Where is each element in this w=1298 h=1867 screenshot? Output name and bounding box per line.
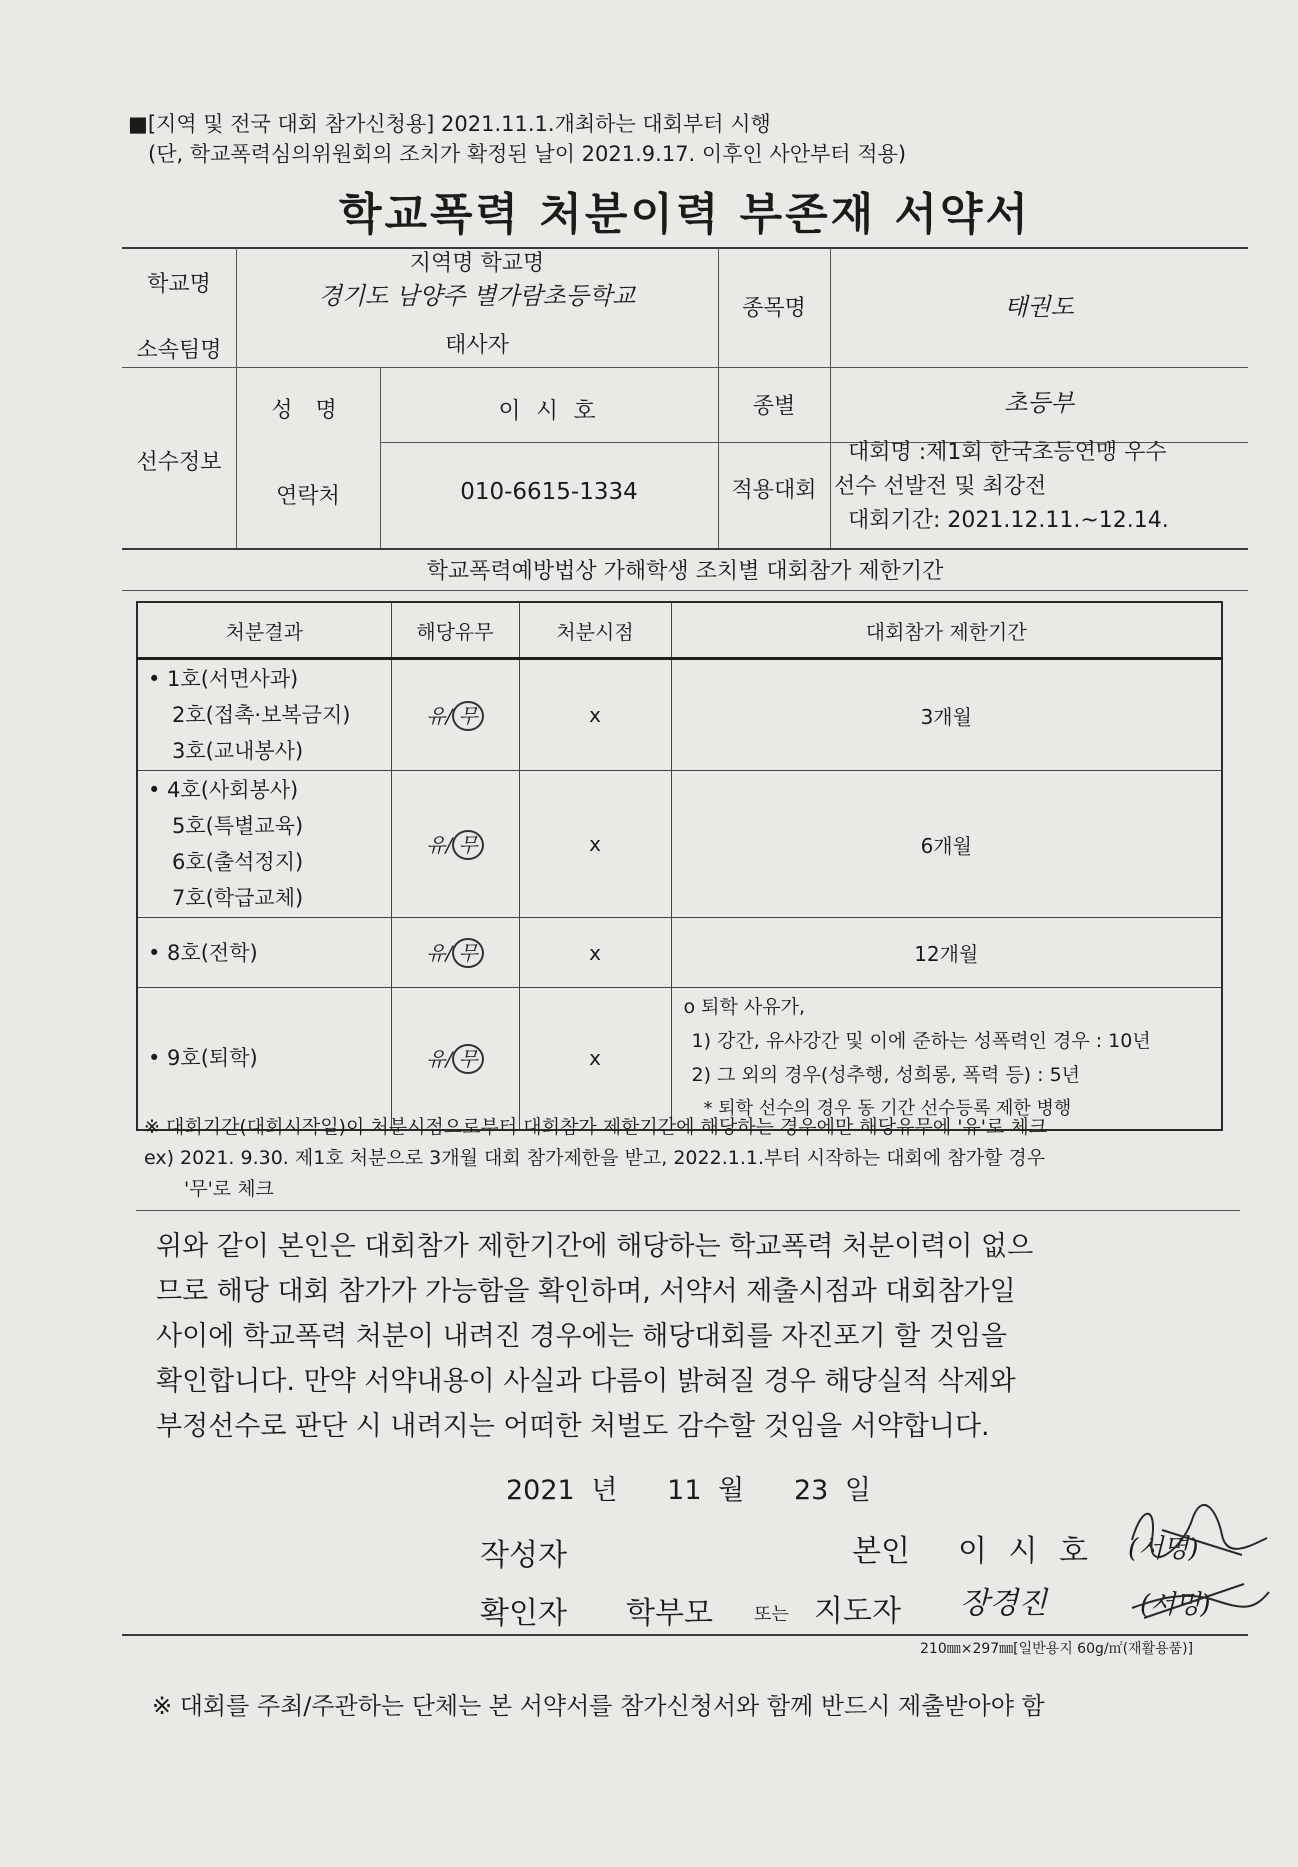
name-value: 이 시 호 (498, 397, 600, 424)
confirm-label: 확인자 (480, 1596, 567, 1631)
result-item: • 8호(전학) (148, 940, 258, 965)
time-cell: x (519, 988, 671, 1130)
paper-spec: 210㎜×297㎜[일반용지 60g/㎡(재활용품)] (920, 1641, 1194, 1657)
applied-line1: 대회명 :제1회 한국초등연맹 우수 (848, 440, 1167, 465)
date-month: 11 (667, 1475, 702, 1506)
no-option-circled: 무 (452, 701, 483, 731)
date-month-unit: 월 (718, 1475, 745, 1506)
applicable-cell (391, 988, 519, 1130)
time-cell: x (519, 918, 671, 988)
result-item: • 4호(사회봉사) (148, 778, 299, 802)
pledge-line: 므로 해당 대회 참가가 가능함을 확인하며, 서약서 제출시점과 대회참가일 (156, 1276, 1016, 1307)
applicable-cell (391, 771, 519, 918)
applicable-cell (391, 659, 519, 771)
date-year: 2021 (506, 1475, 575, 1506)
signature-divider (122, 1634, 1248, 1636)
table-row (137, 988, 1222, 1130)
result-item: • 1호(서면사과) (148, 667, 299, 691)
expulsion-line: 2) 그 외의 경우(성추행, 성희롱, 폭력 등) : 5년 (691, 1064, 1081, 1087)
result-item: 3호(교내봉사) (172, 739, 304, 763)
col-header-time: 처분시점 (519, 602, 671, 659)
school-label: 학교명 (147, 271, 211, 297)
result-item: 2호(접촉·보복금지) (172, 703, 351, 727)
result-item: 7호(학급교체) (172, 886, 304, 910)
table-row (137, 918, 1222, 988)
or-label: 또는 (754, 1604, 789, 1625)
result-cell (137, 918, 391, 988)
period-cell: 6개월 (671, 771, 1222, 918)
contact-value: 010-6615-1334 (460, 479, 638, 505)
pledge-date (506, 1468, 871, 1507)
result-item: 6호(출석정지) (172, 850, 304, 874)
expulsion-line: o 퇴학 사유가, (683, 996, 806, 1019)
yes-option: 유/ (426, 1046, 453, 1071)
yes-option: 유/ (426, 832, 453, 857)
author-label: 작성자 (480, 1538, 567, 1573)
period-cell: 12개월 (671, 918, 1222, 988)
date-day-unit: 일 (844, 1475, 871, 1506)
coach-label: 지도자 (814, 1594, 901, 1629)
col-header-result: 처분결과 (137, 602, 391, 659)
division-label: 종별 (752, 393, 796, 419)
note-line1: ※ 대회기간(대회시작일)이 처분시점으로부터 대회참가 제한기간에 해당하는 경우에만 해당유무에 '유'로 체크 (144, 1116, 1048, 1138)
coach-sign-mark: (서명) (1140, 1590, 1211, 1620)
self-label: 본인 (852, 1534, 910, 1569)
table-row (137, 659, 1222, 771)
no-option-circled: 무 (452, 1044, 483, 1074)
yes-option: 유/ (426, 703, 453, 728)
note-line2: ex) 2021. 9.30. 제1호 처분으로 3개월 대회 참가제한을 받고, 2022.1.1.부터 시작하는 대회에 참가할 경우 (144, 1147, 1046, 1169)
pledge-line: 확인합니다. 만약 서약내용이 사실과 다름이 밝혀질 경우 해당실적 삭제와 (156, 1366, 1016, 1397)
pledge-line: 부정선수로 판단 시 내려지는 어떠한 처벌도 감수할 것임을 서약합니다. (156, 1411, 990, 1442)
applied-competition-label: 적용대회 (731, 477, 817, 503)
restriction-header-row (137, 602, 1222, 659)
pledge-paragraph (156, 1224, 1033, 1449)
pledge-line: 위와 같이 본인은 대회참가 제한기간에 해당하는 학교폭력 처분이력이 없으 (156, 1231, 1034, 1262)
applicable-cell (391, 918, 519, 988)
notes-divider (136, 1210, 1240, 1211)
pledge-line: 사이에 학교폭력 처분이 내려진 경우에는 해당대회를 자진포기 할 것임을 (156, 1321, 1008, 1352)
team-value: 태사자 (445, 332, 509, 358)
team-label: 소속팀명 (136, 337, 222, 363)
yes-option: 유/ (426, 941, 453, 965)
parent-label: 학부모 (626, 1596, 713, 1631)
applied-line2: 선수 선발전 및 최강전 (834, 474, 1047, 499)
restriction-table (136, 601, 1223, 1131)
period-cell-expulsion (671, 988, 1222, 1130)
event-label: 종목명 (742, 295, 806, 321)
school-value: 경기도 남양주 별가람초등학교 (318, 281, 636, 310)
result-cell (137, 988, 391, 1130)
note-line3: '무'로 체크 (184, 1178, 274, 1200)
period-cell: 3개월 (671, 659, 1222, 771)
coach-signature (1124, 1570, 1274, 1630)
division-value: 초등부 (1004, 388, 1074, 417)
document-title: 학교폭력 처분이력 부존재 서약서 (338, 189, 1031, 240)
col-header-applicable: 해당유무 (391, 602, 519, 659)
time-cell: x (519, 659, 671, 771)
self-sign-mark: (서명) (1128, 1534, 1199, 1564)
event-value: 태권도 (1004, 292, 1074, 321)
self-signature (1122, 1500, 1272, 1570)
no-option-circled: 무 (452, 938, 483, 968)
time-cell: x (519, 771, 671, 918)
result-cell (137, 659, 391, 771)
info-divider (122, 367, 1248, 368)
coach-name: 장경진 (960, 1586, 1047, 1621)
date-year-unit: 년 (591, 1475, 618, 1506)
self-name: 이 시 호 (958, 1534, 1095, 1569)
date-day: 23 (793, 1475, 829, 1506)
result-cell (137, 771, 391, 918)
footer-note: ※ 대회를 주최/주관하는 단체는 본 서약서를 참가신청서와 함께 반드시 제출받아야 함 (152, 1692, 1045, 1720)
player-info-label: 선수정보 (136, 449, 222, 475)
expulsion-line: 1) 강간, 유사강간 및 이에 준하는 성폭력인 경우 : 10년 (691, 1030, 1151, 1053)
header-notice-line1: ■[지역 및 전국 대회 참가신청용] 2021.11.1.개최하는 대회부터 시행 (128, 112, 771, 136)
region-school-caption: 지역명 학교명 (409, 250, 545, 276)
header-notice-line2: (단, 학교폭력심의위원회의 조치가 확정된 날이 2021.9.17. 이후인 사안부터 적용) (148, 142, 907, 166)
expulsion-line: * 퇴학 선수의 경우 동 기간 선수등록 제한 병행 (703, 1098, 1072, 1120)
table-row (137, 771, 1222, 918)
applied-line3: 대회기간: 2021.12.11.~12.14. (848, 508, 1169, 533)
restriction-heading-divider (122, 590, 1248, 591)
result-item: 5호(특별교육) (172, 814, 304, 838)
contact-label: 연락처 (276, 483, 340, 509)
result-item: • 9호(퇴학) (148, 1046, 258, 1071)
restriction-heading: 학교폭력예방법상 가해학생 조치별 대회참가 제한기간 (426, 558, 944, 584)
col-header-period: 대회참가 제한기간 (671, 602, 1222, 659)
name-label: 성 명 (271, 397, 345, 423)
no-option-circled: 무 (452, 830, 483, 860)
